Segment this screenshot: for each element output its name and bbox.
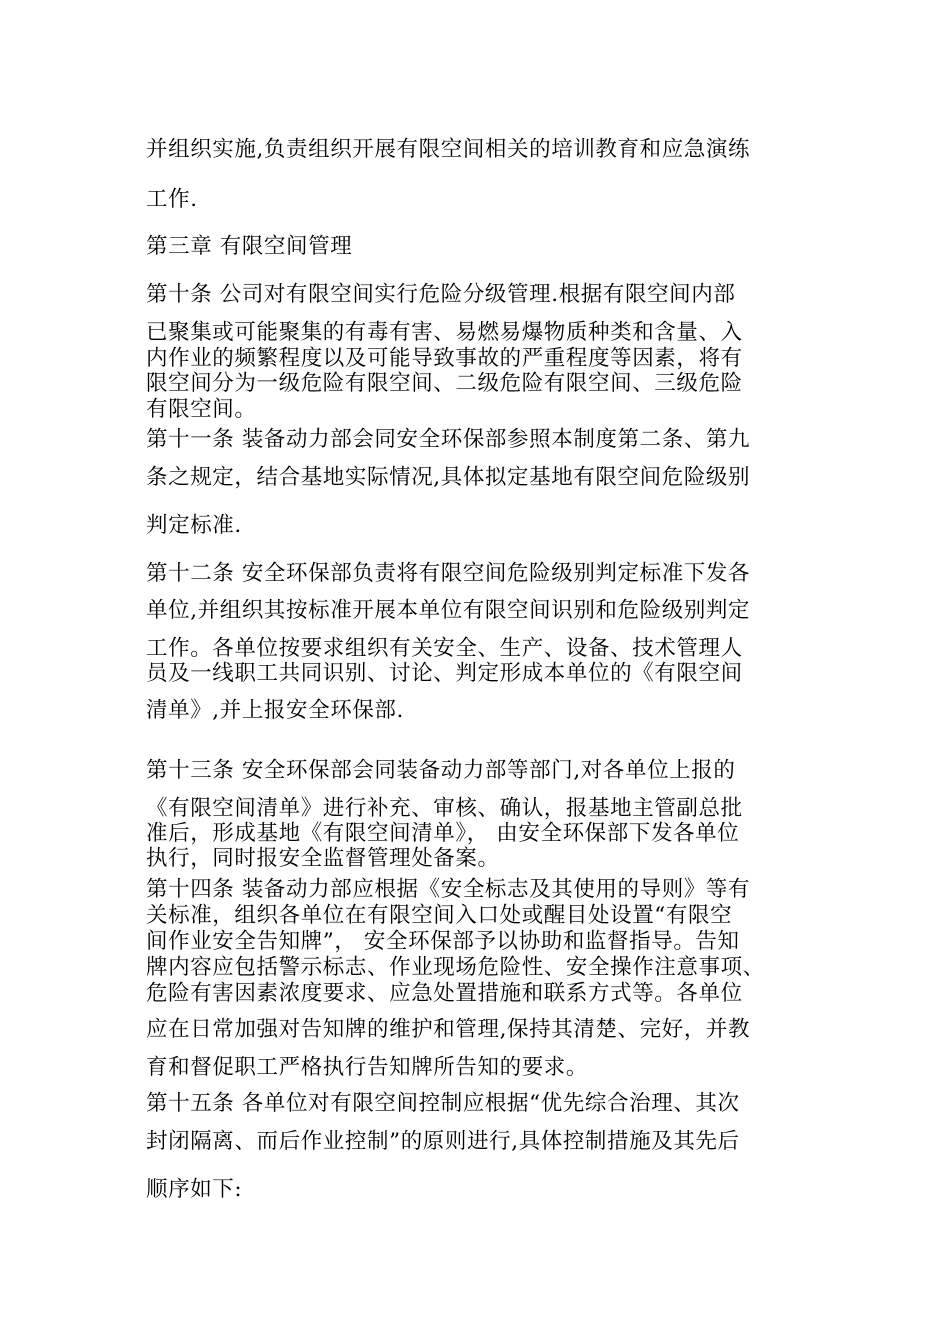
text-line: 工作。各单位按要求组织有关安全、生产、设备、技术管理人 <box>146 636 743 661</box>
text-line: 执行，同时报安全监督管理处备案。 <box>146 846 500 871</box>
text-line: 《有限空间清单》进行补充、审核、确认，报基地主管副总批 <box>146 796 743 821</box>
text-line: 工作. <box>146 187 198 212</box>
text-line: 并组织实施,负责组织开展有限空间相关的培训教育和应急演练 <box>146 137 751 162</box>
text-line: 有限空间。 <box>146 397 257 422</box>
text-line: 准后，形成基地《有限空间清单》， 由安全环保部下发各单位 <box>146 821 740 846</box>
text-line: 第十五条 各单位对有限空间控制应根据“优先综合治理、其次 <box>146 1091 740 1116</box>
text-line: 应在日常加强对告知牌的维护和管理,保持其清楚、完好，并教 <box>146 1017 751 1042</box>
text-line: 第十四条 装备动力部应根据《安全标志及其使用的导则》等有 <box>146 877 751 902</box>
text-line: 牌内容应包括警示标志、作业现场危险性、安全操作注意事项、 <box>146 955 765 980</box>
text-line: 危险有害因素浓度要求、应急处置措施和联系方式等。各单位 <box>146 981 743 1006</box>
text-line: 已聚集或可能聚集的有毒有害、易燃易爆物质种类和含量、入 <box>146 320 743 345</box>
text-line: 第十二条 安全环保部负责将有限空间危险级别判定标准下发各 <box>146 561 751 586</box>
text-line: 第十条 公司对有限空间实行危险分级管理.根据有限空间内部 <box>146 282 736 307</box>
text-line: 第十三条 安全环保部会同装备动力部等部门,对各单位上报的 <box>146 758 736 783</box>
text-line: 单位,并组织其按标准开展本单位有限空间识别和危险级别判定 <box>146 598 751 623</box>
text-line: 员及一线职工共同识别、讨论、判定形成本单位的《有限空间 <box>146 661 743 686</box>
text-line: 封闭隔离、而后作业控制”的原则进行,具体控制措施及其先后 <box>146 1129 740 1154</box>
text-line: 判定标准. <box>146 513 242 538</box>
text-line: 关标准，组织各单位在有限空间入口处或醒目处设置“有限空 <box>146 903 733 928</box>
text-line: 限空间分为一级危险有限空间、二级危险有限空间、三级危险 <box>146 371 743 396</box>
text-line: 清单》,并上报安全环保部. <box>146 698 404 723</box>
text-line: 育和督促职工严格执行告知牌所告知的要求。 <box>146 1055 589 1080</box>
text-line: 间作业安全告知牌”， 安全环保部予以协助和监督指导。告知 <box>146 929 740 954</box>
text-line: 第十一条 装备动力部会同安全环保部参照本制度第二条、第九 <box>146 427 751 452</box>
chapter-heading: 第三章 有限空间管理 <box>146 234 353 259</box>
text-line: 顺序如下: <box>146 1177 243 1202</box>
text-line: 内作业的频繁程度以及可能导致事故的严重程度等因素，将有 <box>146 346 743 371</box>
text-line: 条之规定，结合基地实际情况,具体拟定基地有限空间危险级别 <box>146 465 751 490</box>
